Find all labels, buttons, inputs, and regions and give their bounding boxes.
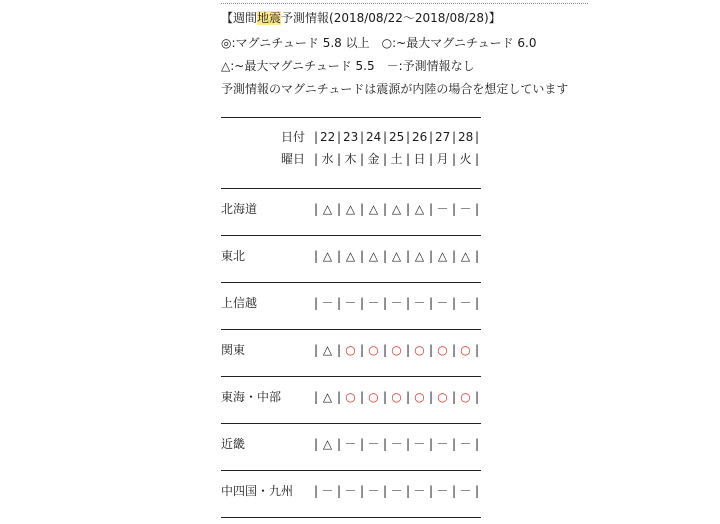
cell-separator: | [428,390,434,404]
regions.1.values-cell: △ [437,249,448,263]
cell-separator: | [474,202,480,216]
regions.3.values-cell: ○ [414,343,425,357]
cell-separator: | [405,249,411,263]
cell-separator: | [382,484,388,498]
cell-separator: | [336,130,342,144]
cell-separator: | [405,296,411,310]
regions.4.values-cell: △ [322,390,333,404]
weekdays-cell: 土 [390,152,403,166]
regions.1.values-cell: △ [345,249,356,263]
regions.0.values-cell: △ [345,202,356,216]
table-rule [221,423,481,424]
cell-separator: | [405,484,411,498]
title-prefix: 【週間 [221,11,258,25]
region-row [221,436,491,452]
regions.6.values-cell: － [459,484,472,498]
regions.6.values-cell: － [390,484,403,498]
cell-separator: | [359,249,365,263]
weekday-header-row [221,151,491,167]
cell-separator: | [451,130,457,144]
table-rule [221,517,481,518]
regions.3.values-cell: △ [322,343,333,357]
regions.6.values-cell: － [367,484,380,498]
dates-cell: 22 [320,130,336,144]
date-header-row [221,129,491,145]
regions.4.values-cell: ○ [345,390,356,404]
cell-separator: | [474,390,480,404]
cell-separator: | [428,343,434,357]
cell-separator: | [428,296,434,310]
cells [312,295,481,311]
cells [312,248,481,264]
weekdays-cell: 木 [344,152,357,166]
regions.2.values-cell: － [321,296,334,310]
date-label: 日付 [281,130,306,144]
table-rule [221,376,481,377]
regions.2.values-cell: － [459,296,472,310]
cell-separator: | [313,390,319,404]
cell-separator: | [405,202,411,216]
region-name: 関東 [221,343,246,357]
cell-separator: | [428,484,434,498]
regions.4.values-cell: ○ [437,390,448,404]
cells [312,483,481,499]
table-rule [221,188,481,189]
cell-separator: | [474,130,480,144]
cell-separator: | [428,152,434,166]
regions.2.values-cell: － [344,296,357,310]
regions.1.values-cell: △ [322,249,333,263]
regions.3.values-cell: ○ [345,343,356,357]
cell-separator: | [382,249,388,263]
cell-separator: | [313,296,319,310]
cell-separator: | [428,437,434,451]
dates-cell: 26 [412,130,428,144]
region-row [221,201,491,217]
cell-separator: | [313,437,319,451]
cell-separator: | [313,249,319,263]
region-name: 上信越 [221,296,258,310]
table-rule [221,282,481,283]
regions.3.values-cell: ○ [391,343,402,357]
region-row [221,483,491,499]
cell-separator: | [451,249,457,263]
region-name: 東海・中部 [221,390,282,404]
regions.0.values-cell: － [436,202,449,216]
weekdays-cell: 日 [413,152,426,166]
cell-separator: | [451,437,457,451]
cells [312,342,481,358]
cell-separator: | [474,437,480,451]
regions.1.values-cell: △ [368,249,379,263]
cell-separator: | [336,249,342,263]
regions.0.values-cell: △ [322,202,333,216]
table-rule [221,117,481,118]
regions.5.values-cell: － [459,437,472,451]
magnitude-note: 予測情報のマグニチュードは震源が内陸の場合を想定しています [221,82,569,96]
top-divider [221,3,588,4]
cell-separator: | [451,202,457,216]
regions.5.values-cell: △ [322,437,333,451]
regions.6.values-cell: － [321,484,334,498]
region-name: 近畿 [221,437,246,451]
cell-separator: | [336,390,342,404]
cell-separator: | [382,390,388,404]
regions.6.values-cell: － [436,484,449,498]
cell-separator: | [405,152,411,166]
regions.4.values-cell: ○ [391,390,402,404]
region-name: 中四国・九州 [221,484,294,498]
cell-separator: | [359,296,365,310]
cell-separator: | [382,343,388,357]
cell-separator: | [382,152,388,166]
table-rule [221,470,481,471]
cell-separator: | [336,296,342,310]
cell-separator: | [405,437,411,451]
cell-separator: | [359,343,365,357]
region-name: 東北 [221,249,246,263]
regions.5.values-cell: － [413,437,426,451]
cell-separator: | [428,130,434,144]
regions.0.values-cell: △ [391,202,402,216]
region-row [221,295,491,311]
cell-separator: | [313,343,319,357]
cell-separator: | [359,390,365,404]
weekdays-cell: 月 [436,152,449,166]
cell-separator: | [474,343,480,357]
cell-separator: | [428,249,434,263]
regions.5.values-cell: － [367,437,380,451]
cell-separator: | [451,343,457,357]
region-row [221,248,491,264]
weekdays-cell: 金 [367,152,380,166]
regions.4.values-cell: ○ [368,390,379,404]
legend-line-2: △:~最大マグニチュード 5.5 －:予測情報なし [221,59,475,73]
regions.5.values-cell: － [344,437,357,451]
cell-separator: | [336,343,342,357]
cells [312,389,481,405]
cell-separator: | [405,343,411,357]
cell-separator: | [336,437,342,451]
cell-separator: | [336,484,342,498]
regions.6.values-cell: － [344,484,357,498]
title-highlight: 地震 [257,11,282,25]
cell-separator: | [451,390,457,404]
regions.1.values-cell: △ [460,249,471,263]
region-row [221,389,491,405]
cell-separator: | [405,390,411,404]
legend-line-1: ◎:マグニチュード 5.8 以上 ○:~最大マグニチュード 6.0 [221,36,537,50]
weekdays-cell: 水 [321,152,334,166]
dates-cell: 25 [389,130,405,144]
regions.5.values-cell: － [436,437,449,451]
regions.1.values-cell: △ [414,249,425,263]
page-title [221,10,501,26]
dates-cell: 27 [435,130,451,144]
cell-separator: | [313,484,319,498]
cell-separator: | [336,152,342,166]
cell-separator: | [359,202,365,216]
cell-separator: | [451,152,457,166]
cell-separator: | [313,202,319,216]
regions.2.values-cell: － [413,296,426,310]
region-name: 北海道 [221,202,258,216]
cell-separator: | [451,296,457,310]
cell-separator: | [474,152,480,166]
title-suffix: 予測情報(2018/08/22～2018/08/28)】 [281,11,501,25]
cell-separator: | [474,249,480,263]
regions.3.values-cell: ○ [460,343,471,357]
regions.3.values-cell: ○ [437,343,448,357]
weekday-label: 曜日 [281,152,306,166]
cell-separator: | [382,437,388,451]
regions.2.values-cell: － [390,296,403,310]
regions.5.values-cell: － [390,437,403,451]
table-rule [221,329,481,330]
regions.3.values-cell: ○ [368,343,379,357]
dates-cell: 23 [343,130,359,144]
cells [312,436,481,452]
cell-separator: | [451,484,457,498]
cell-separator: | [428,202,434,216]
regions.1.values-cell: △ [391,249,402,263]
regions.6.values-cell: － [413,484,426,498]
regions.4.values-cell: ○ [460,390,471,404]
cell-separator: | [382,202,388,216]
cells [312,201,481,217]
cell-separator: | [359,437,365,451]
cell-separator: | [313,152,319,166]
regions.0.values-cell: △ [414,202,425,216]
table-rule [221,235,481,236]
cell-separator: | [474,296,480,310]
cell-separator: | [336,202,342,216]
cell-separator: | [382,296,388,310]
regions.2.values-cell: － [436,296,449,310]
cell-separator: | [359,484,365,498]
cell-separator: | [359,152,365,166]
cell-separator: | [405,130,411,144]
cell-separator: | [474,484,480,498]
cell-separator: | [382,130,388,144]
regions.0.values-cell: － [459,202,472,216]
cells [312,151,481,167]
region-row [221,342,491,358]
regions.4.values-cell: ○ [414,390,425,404]
regions.2.values-cell: － [367,296,380,310]
cell-separator: | [359,130,365,144]
dates-cell: 28 [458,130,474,144]
weekdays-cell: 火 [459,152,472,166]
cells [312,129,481,145]
dates-cell: 24 [366,130,382,144]
regions.0.values-cell: △ [368,202,379,216]
cell-separator: | [313,130,319,144]
